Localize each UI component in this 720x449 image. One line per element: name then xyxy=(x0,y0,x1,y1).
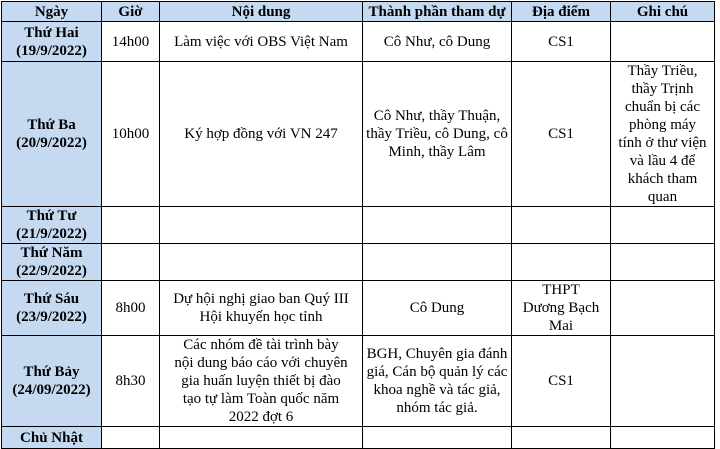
day-cell xyxy=(2,22,102,62)
content-line: tạo tự làm Toàn quốc năm xyxy=(182,391,340,407)
note-cell xyxy=(611,336,715,427)
day-line: Chủ Nhật xyxy=(20,429,83,446)
day-cell xyxy=(2,62,102,207)
day-cell xyxy=(2,207,102,244)
time-cell: 14h00 xyxy=(102,22,160,62)
attendees-cell xyxy=(363,336,512,427)
note-cell xyxy=(611,281,715,336)
content-line: Làm việc với OBS Việt Nam xyxy=(174,33,348,50)
day-line: (19/9/2022) xyxy=(16,42,87,59)
day-cell xyxy=(2,244,102,281)
content-cell xyxy=(160,281,363,336)
note-line: phòng máy xyxy=(628,117,697,133)
content-cell xyxy=(160,207,363,244)
content-line: nội dung báo cáo với chuyên xyxy=(174,355,348,371)
location-line: CS1 xyxy=(548,126,574,142)
content-cell xyxy=(160,427,363,449)
time-cell: 10h00 xyxy=(102,62,160,207)
attendees-line: nhóm tác giả. xyxy=(396,400,478,416)
time-cell xyxy=(102,207,160,244)
note-line: quan xyxy=(647,189,678,205)
content-line: Các nhóm đề tài trình bày xyxy=(183,337,339,353)
table-row xyxy=(2,207,715,244)
day-line: Thứ Bảy xyxy=(23,364,80,380)
attendees-line: Cô Như, thầy Thuận, xyxy=(373,108,501,124)
note-cell xyxy=(611,207,715,244)
header-day: Ngày xyxy=(2,2,102,22)
table-row xyxy=(2,336,715,427)
location-cell xyxy=(512,427,611,449)
content-line: Ký hợp đồng với VN 247 xyxy=(184,126,338,142)
content-cell xyxy=(160,62,363,207)
attendees-cell xyxy=(363,207,512,244)
content-line: gia huấn luyện thiết bị đào xyxy=(181,373,341,389)
day-cell xyxy=(2,336,102,427)
header-note: Ghi chú xyxy=(611,2,715,22)
location-cell xyxy=(512,22,611,62)
day-line: (21/9/2022) xyxy=(16,226,87,242)
attendees-line: Minh, thầy Lâm xyxy=(388,144,486,160)
header-content: Nội dung xyxy=(160,2,363,22)
note-line: và lầu 4 để xyxy=(629,153,696,169)
note-line: thầy Trịnh xyxy=(631,81,694,97)
attendees-line: Cô Như, cô Dung xyxy=(383,33,491,50)
location-line: THPT xyxy=(542,282,580,298)
content-cell xyxy=(160,22,363,62)
content-line: 2022 đợt 6 xyxy=(228,409,294,425)
day-line: Thứ Sáu xyxy=(23,291,80,307)
schedule-table xyxy=(1,1,715,449)
attendees-line: BGH, Chuyên gia đánh xyxy=(366,346,508,362)
attendees-line: Cô Dung xyxy=(409,300,465,316)
location-line: CS1 xyxy=(548,373,574,389)
schedule-body xyxy=(2,22,715,449)
note-line: Thầy Triều, xyxy=(627,63,698,79)
day-line: (22/9/2022) xyxy=(16,263,87,279)
day-line: Thứ Ba xyxy=(27,117,76,133)
content-cell xyxy=(160,244,363,281)
day-line: (20/9/2022) xyxy=(16,135,87,151)
attendees-cell xyxy=(363,427,512,449)
note-cell xyxy=(611,22,715,62)
time-cell xyxy=(102,427,160,449)
location-cell xyxy=(512,336,611,427)
note-cell xyxy=(611,427,715,449)
location-line: CS1 xyxy=(548,33,574,50)
content-line: Dự hội nghị giao ban Quý III xyxy=(173,291,349,307)
table-row xyxy=(2,22,715,62)
day-line: Thứ Năm xyxy=(20,245,83,261)
header-location: Địa điểm xyxy=(512,2,611,22)
content-line: Hội khuyến học tỉnh xyxy=(199,309,323,325)
content-cell xyxy=(160,336,363,427)
attendees-cell xyxy=(363,244,512,281)
location-cell xyxy=(512,244,611,281)
day-line: Thứ Hai xyxy=(24,24,79,41)
time-cell xyxy=(102,244,160,281)
note-line: tính ở thư viện xyxy=(618,135,707,151)
day-line: Thứ Tư xyxy=(26,208,77,224)
attendees-line: giá, Cán bộ quản lý các xyxy=(366,364,508,380)
note-line: chuẩn bị các xyxy=(625,99,700,115)
note-cell xyxy=(611,244,715,281)
note-line: khách tham xyxy=(627,171,698,187)
time-cell: 8h00 xyxy=(102,281,160,336)
table-row xyxy=(2,244,715,281)
location-cell xyxy=(512,207,611,244)
note-cell xyxy=(611,62,715,207)
header-time: Giờ xyxy=(102,2,160,22)
day-cell xyxy=(2,427,102,449)
attendees-cell xyxy=(363,62,512,207)
header-row xyxy=(2,2,715,22)
attendees-line: khoa nghề và tác giả, xyxy=(373,382,501,398)
location-cell xyxy=(512,62,611,207)
table-row xyxy=(2,427,715,449)
attendees-cell xyxy=(363,22,512,62)
location-line: Mai xyxy=(548,318,574,334)
day-line: (24/09/2022) xyxy=(12,382,91,398)
attendees-line: thầy Triều, cô Dung, cô xyxy=(366,126,508,142)
location-line: Dương Bạch xyxy=(522,300,600,316)
day-line: (23/9/2022) xyxy=(16,309,87,325)
header-attendees: Thành phần tham dự xyxy=(363,2,512,22)
attendees-cell xyxy=(363,281,512,336)
day-cell xyxy=(2,281,102,336)
location-cell xyxy=(512,281,611,336)
table-row xyxy=(2,281,715,336)
time-cell: 8h30 xyxy=(102,336,160,427)
table-row xyxy=(2,62,715,207)
